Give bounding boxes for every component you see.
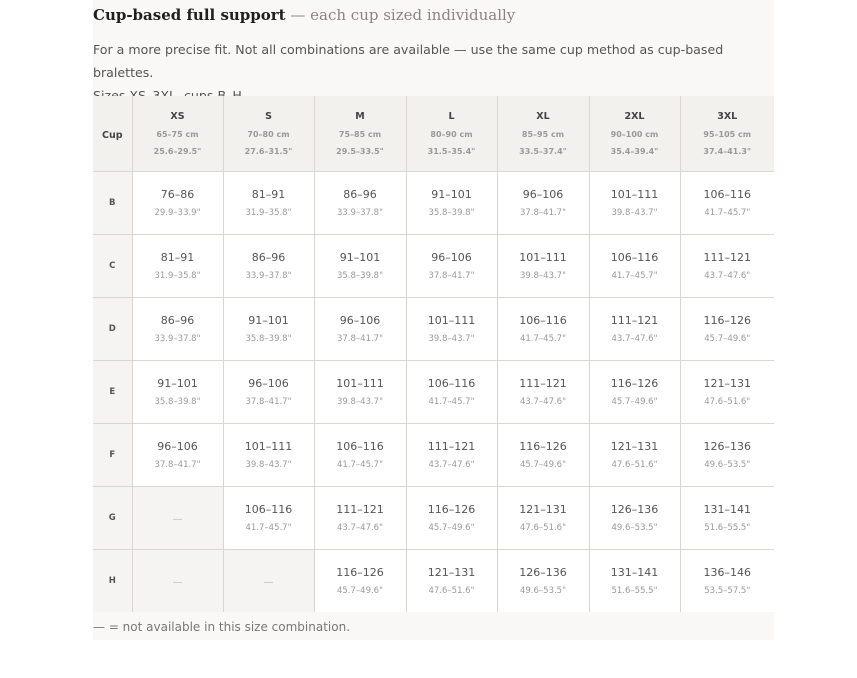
underbust-cm: 126–136	[519, 566, 567, 579]
table-row	[93, 235, 774, 298]
table-cell	[314, 550, 406, 613]
underbust-in: 31.9–35.8"	[154, 271, 201, 281]
underbust-in: 41.7–45.7"	[245, 523, 292, 533]
table-cell	[223, 172, 314, 235]
underbust-in: 35.8–39.8"	[336, 271, 383, 281]
underbust-cm: 121–131	[519, 503, 567, 516]
intro-line-1: For a more precise fit. Not all combinations are available — use the same cup method as cup-based bralettes.	[93, 42, 724, 80]
underbust-cm: 126–136	[610, 503, 659, 516]
underbust-cm: 121–131	[427, 566, 476, 579]
underbust-in: 35.8–39.8"	[245, 334, 292, 344]
unavailable-cell	[223, 550, 314, 613]
unavailable-dash: —	[172, 514, 183, 525]
table-cell	[589, 172, 680, 235]
table-cell	[314, 361, 406, 424]
underbust-cm: 96–106	[431, 251, 472, 264]
table-cell	[589, 550, 680, 613]
size-label: S	[265, 111, 272, 122]
size-column-header	[589, 96, 680, 172]
underbust-in: 47.6–51.6"	[428, 586, 475, 596]
underbust-cm: 106–116	[244, 503, 293, 516]
underbust-in: 45.7–49.6"	[519, 460, 566, 470]
table-row	[93, 487, 774, 550]
underbust-in: 45.7–49.6"	[428, 523, 475, 533]
underbust-in: 37.8–41.7"	[519, 208, 566, 218]
table-cell	[223, 361, 314, 424]
underbust-in: 37.8–41.7"	[336, 334, 383, 344]
underbust-cm: 111–121	[336, 503, 384, 516]
underbust-in: 39.8–43.7"	[336, 397, 383, 407]
underbust-cm: 116–126	[427, 503, 476, 516]
size-band-cm: 70–80 cm	[247, 130, 290, 139]
underbust-cm: 81–91	[251, 188, 286, 201]
underbust-in: 49.6–53.5"	[519, 586, 566, 596]
underbust-cm: 91–101	[339, 251, 381, 264]
table-cell	[314, 487, 406, 550]
underbust-cm: 121–131	[610, 440, 659, 453]
size-band-in: 33.5–37.4"	[519, 147, 567, 156]
table-row	[93, 424, 774, 487]
size-band-in: 29.5–33.5"	[336, 147, 384, 156]
size-band-cm: 80–90 cm	[430, 130, 473, 139]
underbust-in: 29.9–33.9"	[154, 208, 201, 218]
unavailable-dash: —	[172, 577, 183, 588]
table-cell	[497, 235, 589, 298]
underbust-cm: 91–101	[157, 377, 198, 390]
table-row	[93, 298, 774, 361]
underbust-cm: 111–121	[519, 377, 567, 390]
cup-label: C	[93, 235, 132, 298]
underbust-cm: 86–96	[343, 188, 377, 201]
table-cell	[589, 361, 680, 424]
table-cell	[680, 235, 774, 298]
unavailable-dash: —	[263, 577, 274, 588]
table-cell	[497, 487, 589, 550]
underbust-in: 41.7–45.7"	[336, 460, 383, 470]
table-cell	[132, 172, 223, 235]
table-cell	[223, 487, 314, 550]
section-subtitle: — each cup sized individually	[285, 6, 516, 24]
unavailable-cell	[132, 487, 223, 550]
underbust-in: 53.5–57.5"	[704, 586, 751, 596]
underbust-cm: 111–121	[610, 314, 659, 327]
size-band-cm: 85–95 cm	[521, 130, 565, 139]
table-row	[93, 361, 774, 424]
table-cell	[589, 235, 680, 298]
cup-label: H	[93, 550, 132, 613]
underbust-in: 43.7–47.6"	[428, 460, 475, 470]
underbust-cm: 106–116	[427, 377, 476, 390]
underbust-cm: 101–111	[519, 251, 567, 264]
underbust-in: 41.7–45.7"	[428, 397, 475, 407]
underbust-in: 33.9–37.8"	[336, 208, 383, 218]
table-cell	[406, 550, 497, 613]
underbust-cm: 96–106	[157, 440, 198, 453]
underbust-in: 47.6–51.6"	[704, 397, 751, 407]
size-band-cm: 90–100 cm	[610, 130, 659, 139]
underbust-in: 49.6–53.5"	[704, 460, 751, 470]
underbust-in: 43.7–47.6"	[611, 334, 658, 344]
underbust-cm: 96–106	[248, 377, 289, 390]
table-cell	[680, 550, 774, 613]
table-cell	[132, 298, 223, 361]
table-cell	[406, 361, 497, 424]
underbust-cm: 126–136	[703, 440, 751, 453]
size-label: 3XL	[717, 111, 738, 122]
table-cell	[497, 172, 589, 235]
underbust-in: 37.8–41.7"	[154, 460, 201, 470]
size-label: L	[448, 111, 455, 122]
underbust-cm: 121–131	[703, 377, 751, 390]
underbust-in: 43.7–47.6"	[336, 523, 383, 533]
cup-label: F	[93, 424, 132, 487]
table-cell	[680, 298, 774, 361]
size-band-cm: 75–85 cm	[338, 130, 382, 139]
underbust-in: 45.7–49.6"	[336, 586, 383, 596]
unavailable-cell	[132, 550, 223, 613]
table-cell	[406, 235, 497, 298]
underbust-in: 33.9–37.8"	[245, 271, 292, 281]
table-cell	[132, 235, 223, 298]
underbust-in: 41.7–45.7"	[519, 334, 566, 344]
underbust-in: 35.8–39.8"	[428, 208, 475, 218]
size-band-in: 25.6–29.5"	[153, 147, 202, 156]
underbust-in: 49.6–53.5"	[611, 523, 658, 533]
table-cell	[497, 361, 589, 424]
underbust-in: 39.8–43.7"	[245, 460, 292, 470]
table-cell	[314, 235, 406, 298]
size-column-header	[680, 96, 774, 172]
underbust-cm: 106–116	[703, 188, 751, 201]
size-label: XL	[536, 111, 550, 122]
table-cell	[223, 235, 314, 298]
underbust-in: 41.7–45.7"	[704, 208, 751, 218]
table-row	[93, 172, 774, 235]
underbust-in: 51.6–55.5"	[611, 586, 658, 596]
table-cell	[406, 172, 497, 235]
table-cell	[406, 487, 497, 550]
underbust-in: 33.9–37.8"	[154, 334, 201, 344]
table-header-row	[93, 96, 774, 172]
table-cell	[406, 298, 497, 361]
underbust-in: 43.7–47.6"	[704, 271, 751, 281]
underbust-in: 39.8–43.7"	[611, 208, 658, 218]
underbust-cm: 116–126	[703, 314, 751, 327]
underbust-cm: 101–111	[610, 188, 659, 201]
section-title: Cup-based full support	[93, 6, 286, 24]
underbust-cm: 91–101	[248, 314, 289, 327]
underbust-cm: 91–101	[431, 188, 472, 201]
underbust-in: 39.8–43.7"	[428, 334, 475, 344]
table-cell	[497, 550, 589, 613]
cup-label: G	[93, 487, 132, 550]
size-column-header	[132, 96, 223, 172]
table-cell	[497, 424, 589, 487]
size-table	[93, 96, 774, 612]
underbust-cm: 86–96	[160, 314, 195, 327]
underbust-cm: 111–121	[427, 440, 476, 453]
table-cell	[406, 424, 497, 487]
underbust-in: 43.7–47.6"	[519, 397, 566, 407]
cup-header-label: Cup	[101, 129, 123, 141]
table-cell	[314, 298, 406, 361]
size-band-in: 31.5–35.4"	[427, 147, 476, 156]
underbust-cm: 106–116	[519, 314, 567, 327]
underbust-in: 37.8–41.7"	[428, 271, 475, 281]
size-band-in: 37.4–41.3"	[703, 147, 752, 156]
underbust-cm: 101–111	[336, 377, 384, 390]
underbust-cm: 116–126	[519, 440, 567, 453]
underbust-in: 31.9–35.8"	[245, 208, 292, 218]
size-band-cm: 95–105 cm	[703, 130, 752, 139]
cup-label: D	[93, 298, 132, 361]
size-column-header	[497, 96, 589, 172]
underbust-cm: 131–141	[703, 503, 751, 516]
underbust-cm: 106–116	[336, 440, 384, 453]
underbust-in: 47.6–51.6"	[519, 523, 566, 533]
table-cell	[680, 172, 774, 235]
table-row	[93, 550, 774, 613]
size-band-cm: 65–75 cm	[156, 130, 199, 139]
underbust-cm: 101–111	[244, 440, 293, 453]
underbust-in: 39.8–43.7"	[519, 271, 566, 281]
underbust-cm: 96–106	[339, 314, 381, 327]
underbust-in: 47.6–51.6"	[611, 460, 658, 470]
underbust-cm: 111–121	[703, 251, 751, 264]
table-cell	[680, 424, 774, 487]
underbust-cm: 116–126	[336, 566, 384, 579]
underbust-in: 35.8–39.8"	[154, 397, 201, 407]
table-cell	[680, 361, 774, 424]
size-band-in: 27.6–31.5"	[244, 147, 293, 156]
underbust-cm: 96–106	[522, 188, 564, 201]
underbust-cm: 136–146	[703, 566, 751, 579]
table-cell	[589, 298, 680, 361]
size-column-header	[314, 96, 406, 172]
underbust-cm: 76–86	[160, 188, 195, 201]
underbust-in: 37.8–41.7"	[245, 397, 292, 407]
cup-column-header	[93, 96, 132, 172]
table-cell	[680, 487, 774, 550]
table-cell	[132, 424, 223, 487]
underbust-in: 41.7–45.7"	[611, 271, 658, 281]
underbust-cm: 106–116	[610, 251, 659, 264]
table-cell	[223, 298, 314, 361]
table-cell	[589, 424, 680, 487]
size-column-header	[406, 96, 497, 172]
underbust-in: 51.6–55.5"	[704, 523, 751, 533]
cup-label: E	[93, 361, 132, 424]
underbust-in: 45.7–49.6"	[704, 334, 751, 344]
underbust-cm: 101–111	[427, 314, 476, 327]
table-cell	[314, 424, 406, 487]
size-label: XS	[170, 111, 185, 122]
size-label: 2XL	[624, 111, 645, 122]
footnote: — = not available in this size combination.	[93, 620, 351, 634]
cup-label: B	[93, 172, 132, 235]
table-cell	[497, 298, 589, 361]
size-column-header	[223, 96, 314, 172]
underbust-in: 45.7–49.6"	[611, 397, 658, 407]
underbust-cm: 86–96	[251, 251, 286, 264]
table-cell	[589, 487, 680, 550]
size-band-in: 35.4–39.4"	[610, 147, 659, 156]
table-cell	[132, 361, 223, 424]
underbust-cm: 116–126	[610, 377, 659, 390]
table-cell	[223, 424, 314, 487]
table-cell	[314, 172, 406, 235]
underbust-cm: 81–91	[160, 251, 195, 264]
size-label: M	[355, 111, 365, 122]
section-heading	[93, 6, 515, 25]
underbust-cm: 131–141	[610, 566, 659, 579]
